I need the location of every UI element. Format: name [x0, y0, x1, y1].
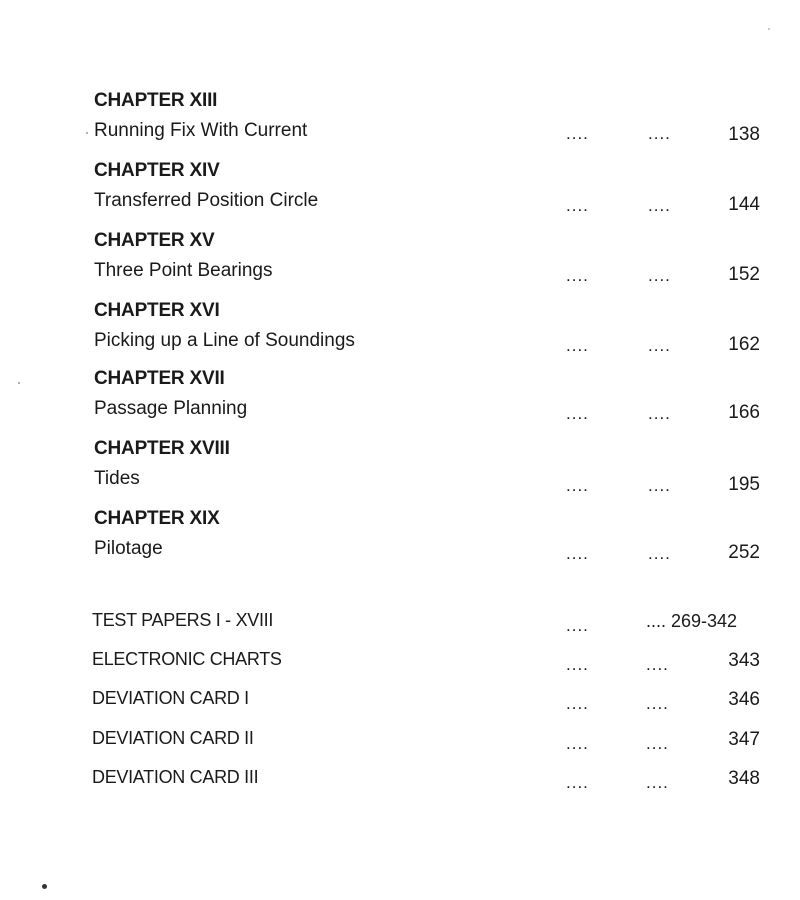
appendix-title: TEST PAPERS I - XVIII — [92, 610, 274, 630]
leader-dots: .... — [648, 544, 671, 563]
scan-speck — [86, 132, 88, 134]
leader-dots: .... — [646, 694, 669, 713]
chapter-heading: CHAPTER XVIII — [94, 438, 230, 459]
leader-dots: .... — [566, 544, 589, 563]
leader-dots: .... — [566, 336, 589, 355]
scan-speck — [42, 884, 47, 889]
leader-dots: .... — [566, 694, 589, 713]
scan-speck — [768, 28, 770, 30]
leader-dots: .... — [648, 476, 671, 495]
scan-speck — [18, 382, 20, 384]
toc-chapter-entry — [94, 438, 784, 498]
toc-appendix-entry — [92, 688, 784, 716]
chapter-title: Tides — [94, 468, 140, 489]
chapter-heading: CHAPTER XIII — [94, 90, 218, 111]
toc-chapter-entry — [94, 368, 784, 428]
leader-dots: .... — [648, 124, 671, 143]
appendix-title: DEVIATION CARD II — [92, 728, 254, 748]
toc-chapter-entry — [94, 230, 784, 290]
page-number: 138 — [728, 124, 760, 145]
page-number: 348 — [728, 768, 760, 789]
page-number: 166 — [728, 402, 760, 423]
chapter-heading: CHAPTER XV — [94, 230, 215, 251]
page-range: .... 269-342 — [646, 611, 738, 631]
page-number: 347 — [728, 729, 760, 750]
page-number: 152 — [728, 264, 760, 285]
page-number: 162 — [728, 334, 760, 355]
leader-dots: .... — [566, 124, 589, 143]
chapter-heading: CHAPTER XVI — [94, 300, 220, 321]
toc-appendix-entry — [92, 649, 784, 677]
chapter-heading: CHAPTER XIX — [94, 508, 220, 529]
leader-dots: .... — [646, 734, 669, 753]
toc-chapter-entry — [94, 300, 784, 360]
chapter-title: Picking up a Line of Soundings — [94, 330, 355, 351]
leader-dots: .... — [648, 404, 671, 423]
leader-dots: .... — [566, 266, 589, 285]
leader-dots: .... — [566, 476, 589, 495]
appendix-title: DEVIATION CARD I — [92, 688, 249, 708]
leader-dots: .... — [646, 773, 669, 792]
leader-dots: .... — [566, 196, 589, 215]
leader-dots: .... — [566, 404, 589, 423]
page-number: 144 — [728, 194, 760, 215]
toc-appendix-entry — [92, 767, 784, 795]
toc-chapter-entry — [94, 508, 784, 568]
page-number: 346 — [728, 689, 760, 710]
toc-appendix-entry — [92, 728, 784, 756]
chapter-heading: CHAPTER XIV — [94, 160, 220, 181]
chapter-title: Running Fix With Current — [94, 120, 308, 141]
chapter-title: Passage Planning — [94, 398, 248, 419]
page-number: 252 — [728, 542, 760, 563]
appendix-title: DEVIATION CARD III — [92, 767, 259, 787]
appendix-title: ELECTRONIC CHARTS — [92, 649, 282, 669]
leader-dots: .... — [566, 655, 589, 674]
chapter-title: Three Point Bearings — [94, 260, 273, 281]
toc-appendix-entry — [92, 610, 784, 638]
toc-chapter-entry — [94, 160, 784, 220]
leader-dots: .... — [566, 734, 589, 753]
page-number: 343 — [728, 650, 760, 671]
chapter-title: Transferred Position Circle — [94, 190, 319, 211]
leader-dots: .... — [566, 773, 589, 792]
leader-dots: .... — [648, 336, 671, 355]
toc-chapter-entry — [94, 90, 784, 150]
leader-dots: .... — [646, 655, 669, 674]
chapter-heading: CHAPTER XVII — [94, 368, 225, 389]
page-number: 195 — [728, 474, 760, 495]
chapter-title: Pilotage — [94, 538, 163, 559]
leader-dots: .... — [566, 616, 589, 635]
leader-dots: .... — [648, 266, 671, 285]
leader-dots: .... — [648, 196, 671, 215]
